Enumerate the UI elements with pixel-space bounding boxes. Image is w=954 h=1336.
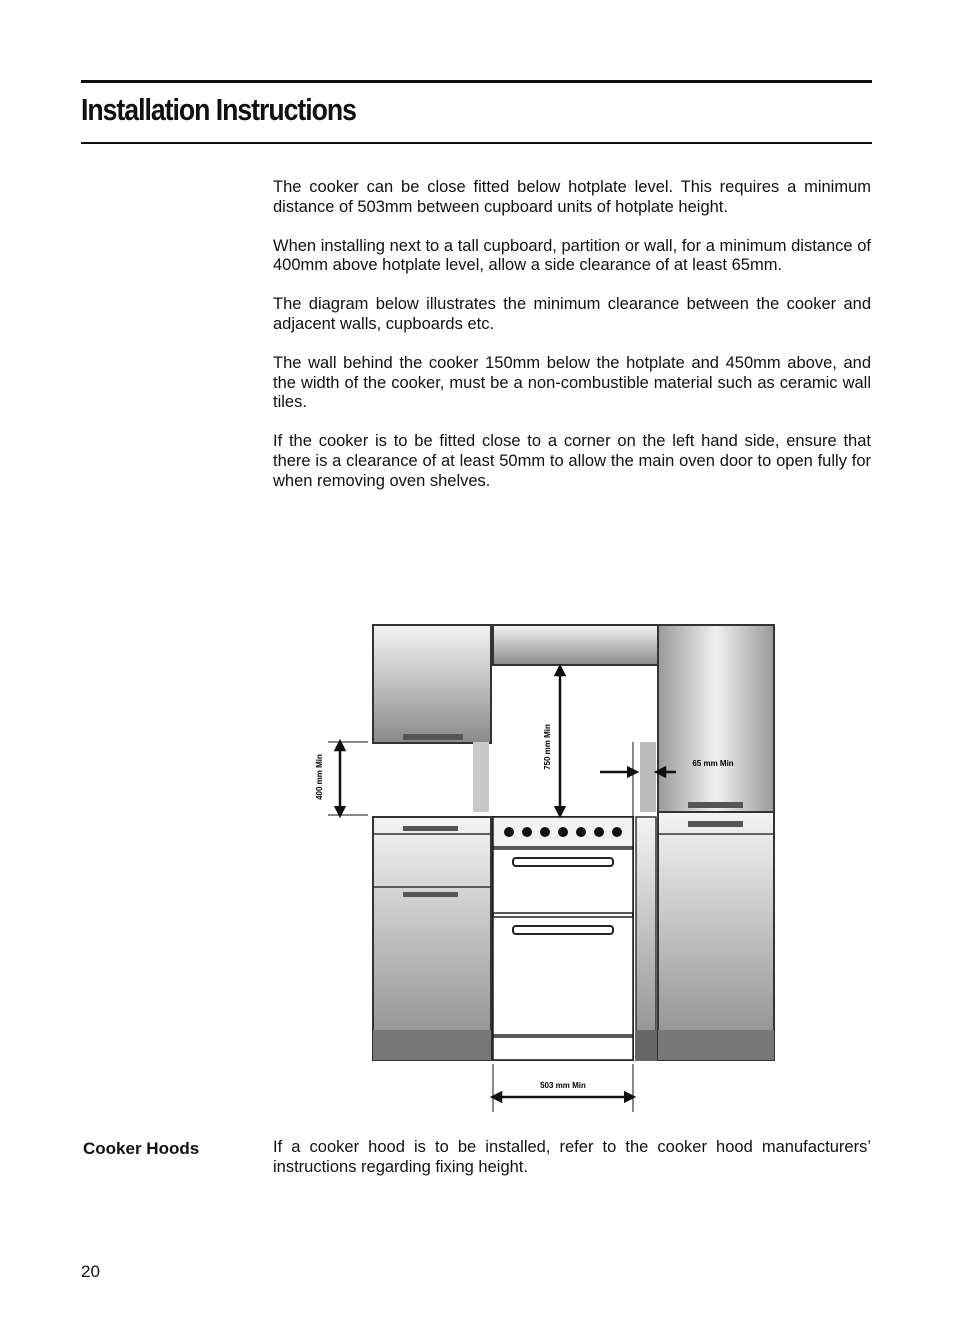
dimension-503-label: 503 mm Min (540, 1081, 586, 1090)
cooker-hoods-text: If a cooker hood is to be installed, refer to the cooker hood manufacturers’ instructions regarding fixing height. (273, 1138, 871, 1176)
instructions-body (273, 178, 871, 511)
right-base-plinth (658, 1030, 774, 1060)
page-number: 20 (81, 1262, 100, 1281)
paragraph-diagram-intro: The diagram below illustrates the minimum clearance between the cooker and adjacent walls, cupboards etc. (273, 295, 871, 333)
top-rule (81, 80, 872, 83)
right-base-unit (658, 812, 774, 1060)
cooker-hoods-heading: Cooker Hoods (83, 1139, 200, 1158)
main-oven-handle (513, 926, 613, 934)
clearance-diagram-svg (300, 612, 790, 1117)
dimension-750-label: 750 mm Min (543, 724, 552, 770)
paragraph-wall-material: The wall behind the cooker 150mm below the hotplate and 450mm above, and the width of the cooker, must be a non-combustible material such as ceramic wall tiles. (273, 354, 871, 412)
tall-cupboard-handle (688, 802, 743, 808)
dimension-400-label: 400 mm Min (315, 754, 324, 800)
left-wall-strip (473, 742, 489, 812)
paragraph-side-clearance: When installing next to a tall cupboard, partition or wall, for a minimum distance of 400mm above hotplate level, allow a side clearance of at least 65mm. (273, 236, 871, 275)
top-cabinet (493, 625, 658, 665)
left-wall-cabinet (373, 625, 491, 743)
partition-wall (640, 742, 656, 812)
tall-cupboard-upper (658, 625, 774, 812)
top-oven-handle (513, 858, 613, 866)
paragraph-close-fit: The cooker can be close fitted below hotplate level. This requires a minimum distance of 503mm between cupboard units of hotplate height. (273, 178, 871, 216)
clearance-diagram (300, 612, 790, 1117)
left-wall-cabinet-handle (403, 734, 463, 740)
dimension-65-label: 65 mm Min (692, 759, 734, 768)
cooker-plinth (493, 1037, 633, 1060)
left-base-plinth (373, 1030, 491, 1060)
title-underline (81, 142, 872, 144)
side-gap-filler (636, 817, 656, 1060)
paragraph-corner-clearance: If the cooker is to be fitted close to a corner on the left hand side, ensure that there is a clearance of at least 50mm to allow the main oven door to open fully for when removing oven shelves. (273, 432, 871, 490)
left-base-unit (373, 817, 491, 1060)
page-title: Installation Instructions (81, 92, 356, 127)
